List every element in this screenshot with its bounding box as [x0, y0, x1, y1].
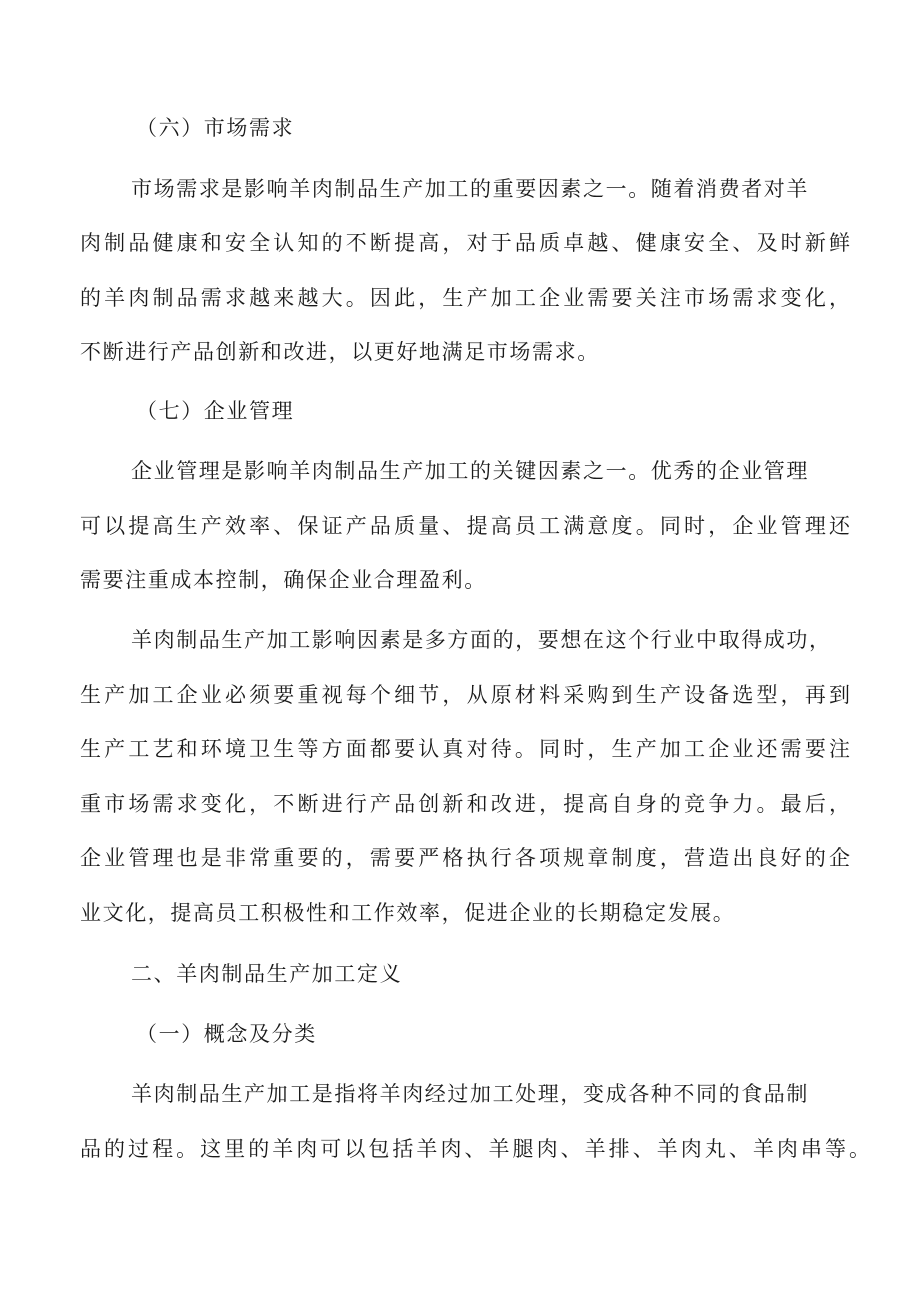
paragraph-line: 羊肉制品生产加工影响因素是多方面的，要想在这个行业中取得成功， [131, 628, 832, 652]
paragraph-line: 生产加工企业必须要重视每个细节，从原材料采购到生产设备选型，再到 [80, 683, 850, 707]
paragraph-line: 的羊肉制品需求越来越大。因此，生产加工企业需要关注市场需求变化， [80, 286, 850, 310]
paragraph-line: 需要注重成本控制，确保企业合理盈利。 [80, 568, 487, 592]
section-heading-market-demand: （六）市场需求 [136, 116, 295, 140]
paragraph-line: 品的过程。这里的羊肉可以包括羊肉、羊腿肉、羊排、羊肉丸、羊肉串等。 [80, 1137, 870, 1161]
paragraph-line: 重市场需求变化，不断进行产品创新和改进，提高自身的竞争力。最后， [80, 792, 850, 816]
paragraph-line: 羊肉制品生产加工是指将羊肉经过加工处理，变成各种不同的食品制 [131, 1082, 809, 1106]
paragraph-line: 可以提高生产效率、保证产品质量、提高员工满意度。同时，企业管理还 [80, 514, 850, 538]
section-heading-enterprise-management: （七）企业管理 [136, 399, 295, 423]
section-heading-concept-classification: （一）概念及分类 [136, 1022, 317, 1046]
paragraph-line: 企业管理是影响羊肉制品生产加工的关键因素之一。优秀的企业管理 [131, 459, 809, 483]
paragraph-line: 生产工艺和环境卫生等方面都要认真对待。同时，生产加工企业还需要注 [80, 737, 850, 761]
paragraph-line: 肉制品健康和安全认知的不断提高，对于品质卓越、健康安全、及时新鲜 [80, 231, 850, 255]
paragraph-line: 不断进行产品创新和改进，以更好地满足市场需求。 [80, 340, 600, 364]
paragraph-line: 业文化，提高员工积极性和工作效率，促进企业的长期稳定发展。 [80, 901, 736, 925]
paragraph-line: 企业管理也是非常重要的，需要严格执行各项规章制度，营造出良好的企 [80, 846, 850, 870]
paragraph-line: 市场需求是影响羊肉制品生产加工的重要因素之一。随着消费者对羊 [131, 177, 809, 201]
chapter-heading: 二、羊肉制品生产加工定义 [131, 962, 403, 986]
